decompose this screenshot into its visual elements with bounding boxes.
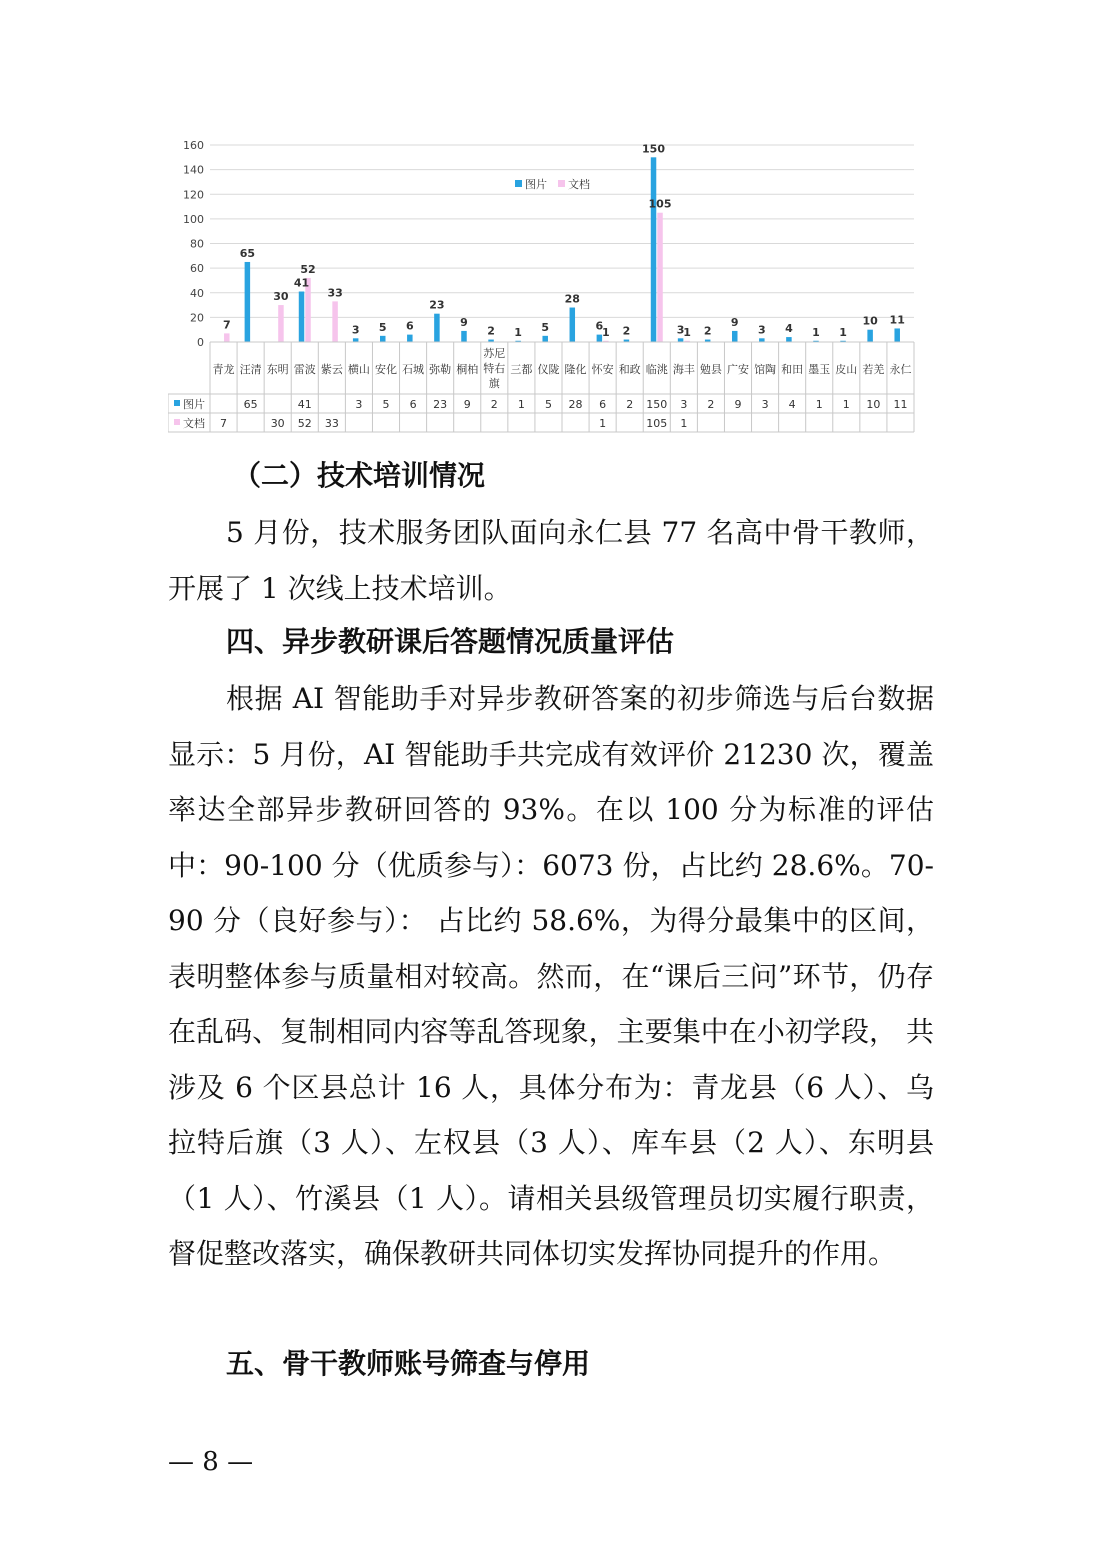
table-series-swatch: [174, 400, 180, 406]
table-cell: 10: [866, 398, 881, 411]
category-label: 三都: [510, 363, 533, 376]
table-cell: 3: [355, 398, 363, 411]
category-label: 汪清: [239, 363, 262, 376]
data-label: 52: [300, 262, 316, 276]
training-paragraph: 5 月份，技术服务团队面向永仁县 77 名高中骨干教师，开展了 1 次线上技术培训。: [168, 516, 934, 605]
category-label: 桐柏: [456, 363, 479, 376]
category-label: 和田: [781, 363, 804, 376]
bar: [732, 331, 738, 342]
data-label: 30: [273, 290, 289, 304]
data-label: 33: [327, 286, 343, 300]
table-cell: 6: [599, 398, 607, 411]
bar: [353, 338, 359, 342]
chart-data-table: [168, 342, 914, 432]
bar: [278, 305, 284, 342]
table-cell: 52: [297, 417, 312, 430]
y-tick-label: 20: [190, 311, 204, 325]
category-label: 临洮: [645, 363, 668, 376]
category-label: 仪陇: [537, 363, 560, 376]
page-number: — 8 —: [168, 1447, 254, 1477]
bar: [461, 331, 467, 342]
data-label: 105: [648, 197, 672, 211]
category-label: 特右: [483, 362, 506, 375]
y-tick-label: 0: [197, 336, 204, 349]
table-cell: 2: [707, 398, 715, 411]
data-label: 10: [862, 314, 878, 328]
bar-chart: [168, 130, 928, 435]
data-label: 65: [239, 246, 256, 260]
data-label: 5: [378, 320, 387, 334]
data-label: 4: [785, 322, 793, 336]
table-cell: 1: [815, 398, 823, 411]
training-heading: （二）技术培训情况: [233, 459, 486, 492]
bar: [570, 308, 576, 342]
bar: [542, 336, 548, 342]
bar: [651, 157, 657, 342]
table-cell: 9: [734, 398, 742, 411]
table-series-swatch: [174, 419, 180, 425]
bar: [407, 335, 413, 342]
table-cell: 9: [463, 398, 471, 411]
data-label: 2: [622, 324, 631, 338]
table-cell: 1: [680, 417, 688, 430]
y-tick-label: 80: [190, 237, 204, 251]
data-label: 1: [602, 325, 610, 339]
category-label: 皮山: [835, 363, 858, 376]
account-heading: 五、骨干教师账号筛查与停用: [226, 1347, 591, 1380]
bar: [786, 337, 792, 342]
bar: [434, 314, 440, 342]
evaluation-heading: 四、异步教研课后答题情况质量评估: [226, 625, 675, 658]
table-cell: 6: [409, 398, 417, 411]
data-label: 9: [460, 315, 468, 329]
category-label: 墨玉: [808, 363, 831, 376]
bar: [759, 338, 765, 342]
data-label: 6: [595, 319, 604, 333]
legend-label: 图片: [525, 178, 547, 191]
evaluation-paragraph: 根据 AI 智能助手对异步教研答案的初步筛选与后台数据显示：5 月份，AI 智能助手共完成有效评价 21230 次，覆盖率达全部异步教研回答的 93%。在以 100 分为标准的评估中：90-100 分（优质参与）：6073 份，占比约 28.6%。70-90 分（良好参与）： 占比约 58.6%，为得分最集中的区间，表明整体参与质量相对较高。然而，在“课后三问”环节，仍存在乱码、复制相同内容等乱答现象，主要集中在小初学段， 共涉及 6 个区县总计 16 人，具体分布为：青龙县（6 人）、乌拉特后旗（3 人）、左权县（3 人）、库车县（2 人）、东明县（1 人）、竹溪县（1 人）。请相关县级管理员切实履行职责，督促整改落实，确保教研共同体切实发挥协同提升的作用。: [168, 682, 934, 1270]
bar: [678, 338, 684, 342]
category-label: 雷波: [293, 363, 316, 376]
bar: [867, 330, 873, 342]
table-cell: 41: [297, 398, 312, 411]
table-cell: 1: [599, 417, 607, 430]
table-cell: 150: [646, 398, 668, 411]
y-tick-label: 140: [183, 163, 204, 177]
data-label: 1: [839, 325, 847, 339]
data-label: 28: [564, 292, 580, 306]
table-cell: 3: [680, 398, 688, 411]
table-cell: 33: [324, 417, 339, 430]
category-label: 苏尼: [483, 347, 506, 360]
table-cell: 105: [646, 417, 668, 430]
y-tick-label: 40: [190, 286, 204, 300]
legend-swatch: [515, 180, 522, 187]
table-cell: 2: [490, 398, 498, 411]
y-tick-label: 60: [190, 262, 204, 276]
bar: [657, 213, 663, 342]
legend-swatch: [558, 180, 565, 187]
data-label: 23: [429, 298, 445, 312]
data-label: 1: [683, 325, 691, 339]
data-label: 6: [405, 319, 414, 333]
y-tick-label: 100: [183, 212, 204, 226]
bar: [299, 292, 305, 342]
chart-legend: [515, 177, 590, 191]
data-label: 3: [351, 323, 360, 337]
table-cell: 5: [382, 398, 390, 411]
bar: [380, 336, 386, 342]
table-cell: 28: [568, 398, 583, 411]
category-label: 怀安: [591, 363, 614, 376]
category-label: 安化: [375, 363, 397, 376]
bar: [894, 328, 900, 342]
table-cell: 2: [626, 398, 634, 411]
category-label: 青龙: [212, 363, 235, 376]
bar: [332, 301, 338, 342]
table-cell: 1: [842, 398, 850, 411]
data-label: 150: [642, 142, 666, 156]
table-cell: 23: [433, 398, 448, 411]
data-label: 3: [676, 323, 685, 337]
category-label: 和政: [618, 363, 641, 376]
category-label: 东明: [266, 363, 289, 376]
category-label: 旗: [488, 377, 500, 390]
category-label: 弥勒: [429, 363, 452, 376]
chart-gridlines: [210, 145, 914, 342]
data-label: 2: [487, 324, 495, 338]
data-labels: [223, 142, 905, 338]
table-cell: 3: [761, 398, 769, 411]
category-label: 广安: [727, 363, 749, 376]
data-label: 3: [757, 323, 766, 337]
table-cell: 4: [788, 398, 796, 411]
category-label: 紫云: [320, 363, 343, 376]
data-label: 11: [889, 313, 905, 327]
category-label: 永仁: [889, 363, 912, 376]
data-label: 1: [812, 325, 820, 339]
bar: [245, 262, 251, 342]
y-tick-label: 160: [183, 139, 204, 152]
data-label: 1: [514, 325, 522, 339]
y-tick-label: 120: [183, 188, 204, 202]
table-cell: 65: [243, 398, 258, 411]
table-cell: 7: [220, 417, 228, 430]
data-label: 2: [703, 324, 712, 338]
table-cell: 30: [270, 417, 285, 430]
category-label: 隆化: [564, 363, 587, 376]
table-cell: 11: [893, 398, 908, 411]
table-cell: 1: [517, 398, 525, 411]
category-label: 若羌: [862, 363, 885, 376]
category-label: 海丰: [672, 363, 695, 376]
legend-label: 文档: [568, 178, 590, 191]
category-label: 石城: [402, 363, 425, 376]
data-label: 41: [293, 276, 310, 290]
data-label: 9: [730, 315, 739, 329]
bar: [224, 333, 230, 342]
category-label: 勉县: [699, 363, 722, 376]
category-label: 馆陶: [754, 363, 777, 376]
category-label: 横山: [347, 363, 370, 376]
table-series-name: 图片: [183, 398, 205, 411]
table-cell: 5: [544, 398, 552, 411]
table-series-name: 文档: [183, 417, 205, 430]
y-axis: [183, 139, 204, 349]
data-label: 5: [541, 320, 550, 334]
data-label: 7: [222, 318, 231, 332]
